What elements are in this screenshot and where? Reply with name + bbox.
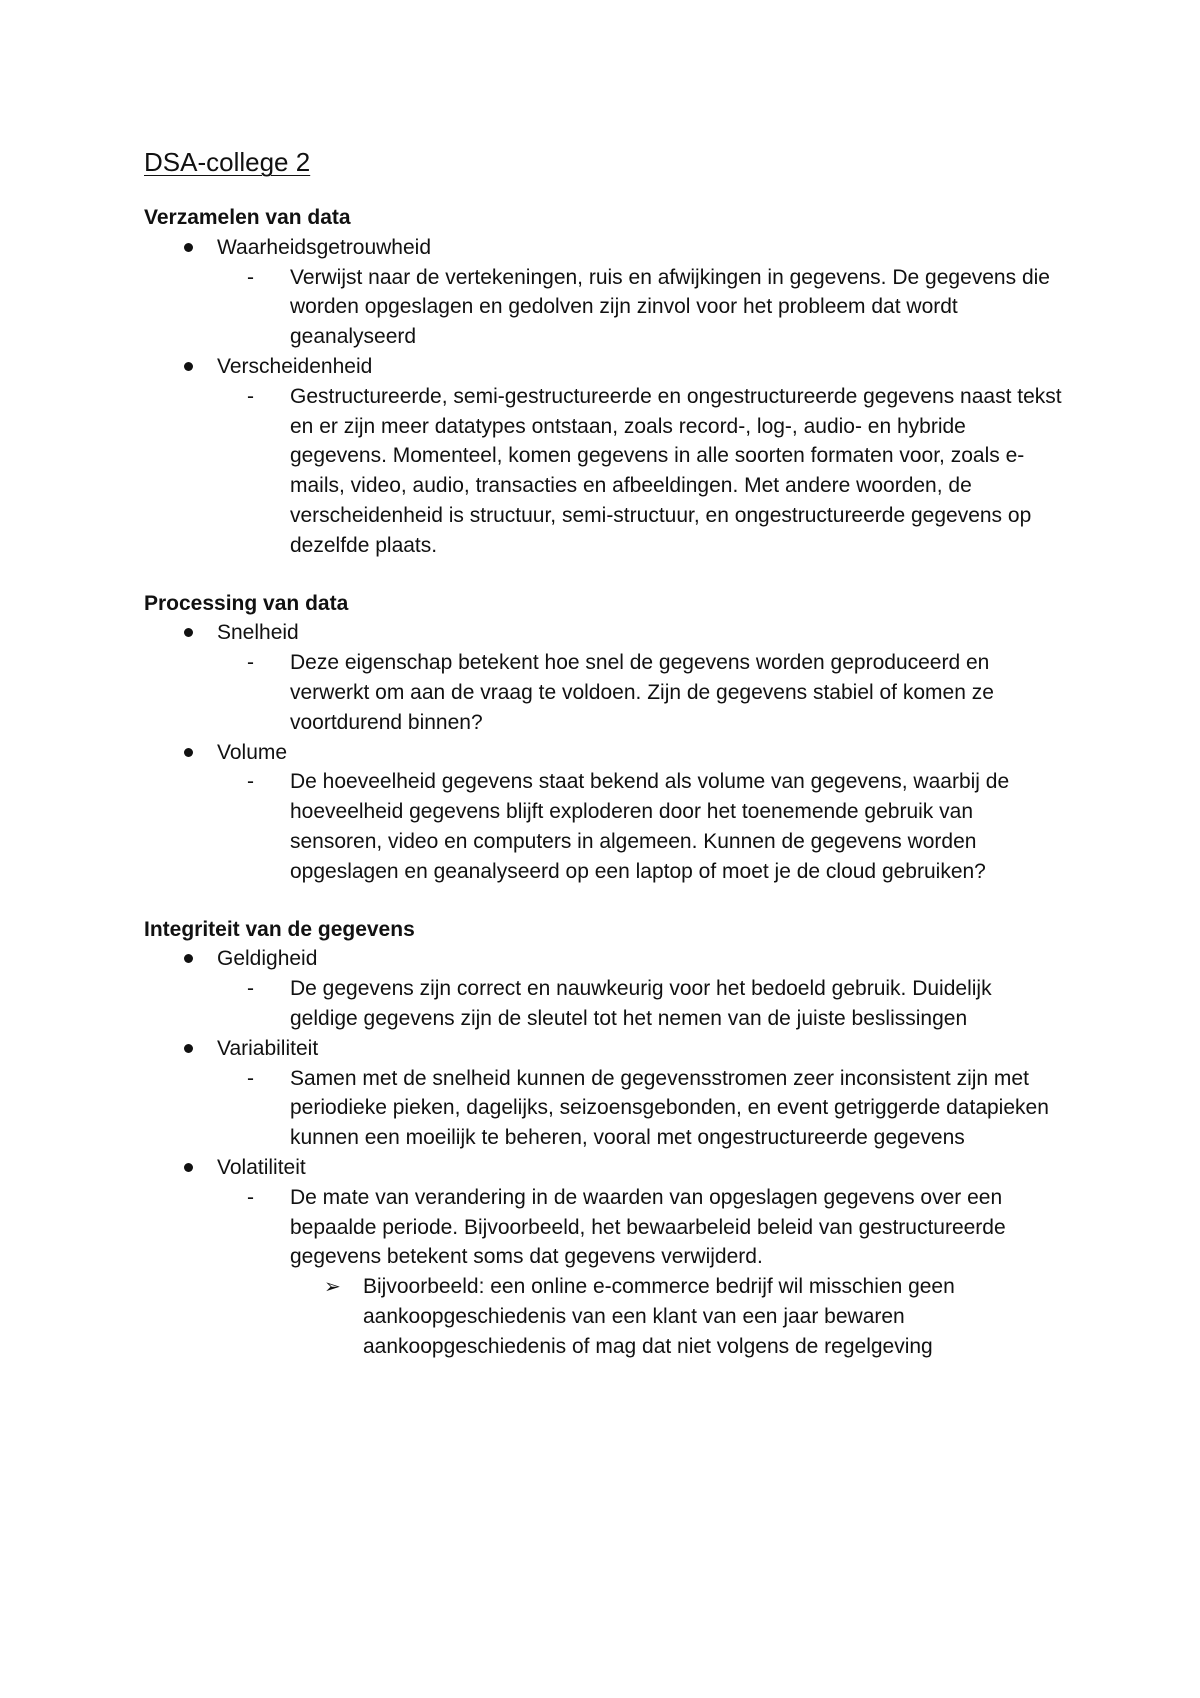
bullet-icon [184,628,193,637]
bullet-icon [184,748,193,757]
dash-list [217,974,1064,1034]
dash-icon: - [247,1066,254,1090]
document-title: DSA-college 2 [144,147,311,177]
arrow-text: Bijvoorbeeld: een online e-commerce bedrijf wil misschien geen aankoopgeschiedenis van een klant van een jaar bewaren aankoopgeschiedenis of mag dat niet volgens de regelgeving [363,1275,955,1358]
dash-item [217,1183,1064,1362]
dash-list [217,648,1064,737]
section-integriteit-van-de-gegevens [144,915,1064,1362]
detail-text: Samen met de snelheid kunnen de gegevensstromen zeer inconsistent zijn met periodieke pieken, dagelijks, seizoensgebonden, en event getriggerde datapieken kunnen een moeilijk te beheren, vooral met ongestructureerde gegevens [290,1066,1049,1150]
dash-item [217,382,1064,561]
section-heading: Processing van data [144,591,349,615]
bullet-item-geldigheid [144,944,1064,1033]
bullet-icon [184,1044,193,1053]
dash-list [217,767,1064,886]
arrow-list [290,1272,1064,1361]
bullet-label: Volume [217,740,288,764]
bullet-label: Geldigheid [217,947,318,971]
bullet-icon [184,954,193,963]
bullet-item-snelheid [144,618,1064,737]
dash-list [217,1064,1064,1153]
dash-list [217,382,1064,561]
dash-icon: - [247,770,254,794]
bullet-item-waarheidsgetrouwheid [144,233,1064,352]
dash-item [217,974,1064,1034]
section-heading: Verzamelen van data [144,206,351,229]
bullet-list [144,618,1064,886]
bullet-list [144,233,1064,561]
dash-icon: - [247,384,254,408]
section-verzamelen-van-data [144,203,1064,561]
detail-text: Gestructureerde, semi-gestructureerde en ongestructureerde gegevens naast tekst en er zijn meer datatypes ontstaan, zoals record-, log-, audio- en hybride gegevens. Momenteel, komen gegevens in alle soorten formaten voor, zoals e-mails, video, audio, transacties en afbeeldingen. Met andere woorden, de verscheidenheid is structuur, semi-structuur, en ongestructureerde gegevens op dezelfde plaats. [290,384,1062,557]
detail-text: Deze eigenschap betekent hoe snel de gegevens worden geproduceerd en verwerkt om aan de vraag te voldoen. Zijn de gegevens stabiel of komen ze voortdurend binnen? [290,651,994,734]
detail-text: Verwijst naar de vertekeningen, ruis en afwijkingen in gegevens. De gegevens die worden opgeslagen en gedolven zijn zinvol voor het probleem dat wordt geanalyseerd [290,265,1050,349]
bullet-label: Verscheidenheid [217,354,373,378]
dash-item [217,1064,1064,1153]
bullet-label: Snelheid [217,621,299,645]
dash-icon: - [247,265,254,289]
bullet-label: Volatiliteit [217,1155,306,1179]
dash-item [217,263,1064,352]
dash-item [217,648,1064,737]
detail-text: De gegevens zijn correct en nauwkeurig voor het bedoeld gebruik. Duidelijk geldige gegevens zijn de sleutel tot het nemen van de juiste beslissingen [290,977,992,1030]
bullet-icon [184,243,193,252]
bullet-label: Variabiliteit [217,1036,319,1060]
bullet-icon [184,362,193,371]
dash-list [217,1183,1064,1362]
bullet-list [144,944,1064,1361]
dash-icon: - [247,977,254,1001]
bullet-item-variabiliteit [144,1034,1064,1153]
bullet-icon [184,1163,193,1172]
arrow-bullet-icon: ➢ [324,1274,341,1299]
section-heading: Integriteit van de gegevens [144,917,415,941]
detail-text: De hoeveelheid gegevens staat bekend als volume van gegevens, waarbij de hoeveelheid gegevens blijft exploderen door het toenemende gebruik van sensoren, video en computers in algemeen. Kunnen de gegevens worden opgeslagen en geanalyseerd op een laptop of moet je de cloud gebruiken? [290,770,1010,883]
dash-icon: - [247,1185,254,1209]
dash-list [217,263,1064,352]
bullet-item-volume [144,738,1064,887]
arrow-item [290,1272,1064,1361]
bullet-item-verscheidenheid [144,352,1064,561]
dash-item [217,767,1064,886]
bullet-label: Waarheidsgetrouwheid [217,235,432,259]
section-processing-van-data [144,589,1064,887]
detail-text: De mate van verandering in de waarden van opgeslagen gegevens over een bepaalde periode. Bijvoorbeeld, het bewaarbeleid beleid van gestructureerde gegevens betekent soms dat gegevens verwijderd. [290,1185,1006,1269]
dash-icon: - [247,651,254,675]
bullet-item-volatiliteit [144,1153,1064,1362]
document-page [144,146,1064,1389]
